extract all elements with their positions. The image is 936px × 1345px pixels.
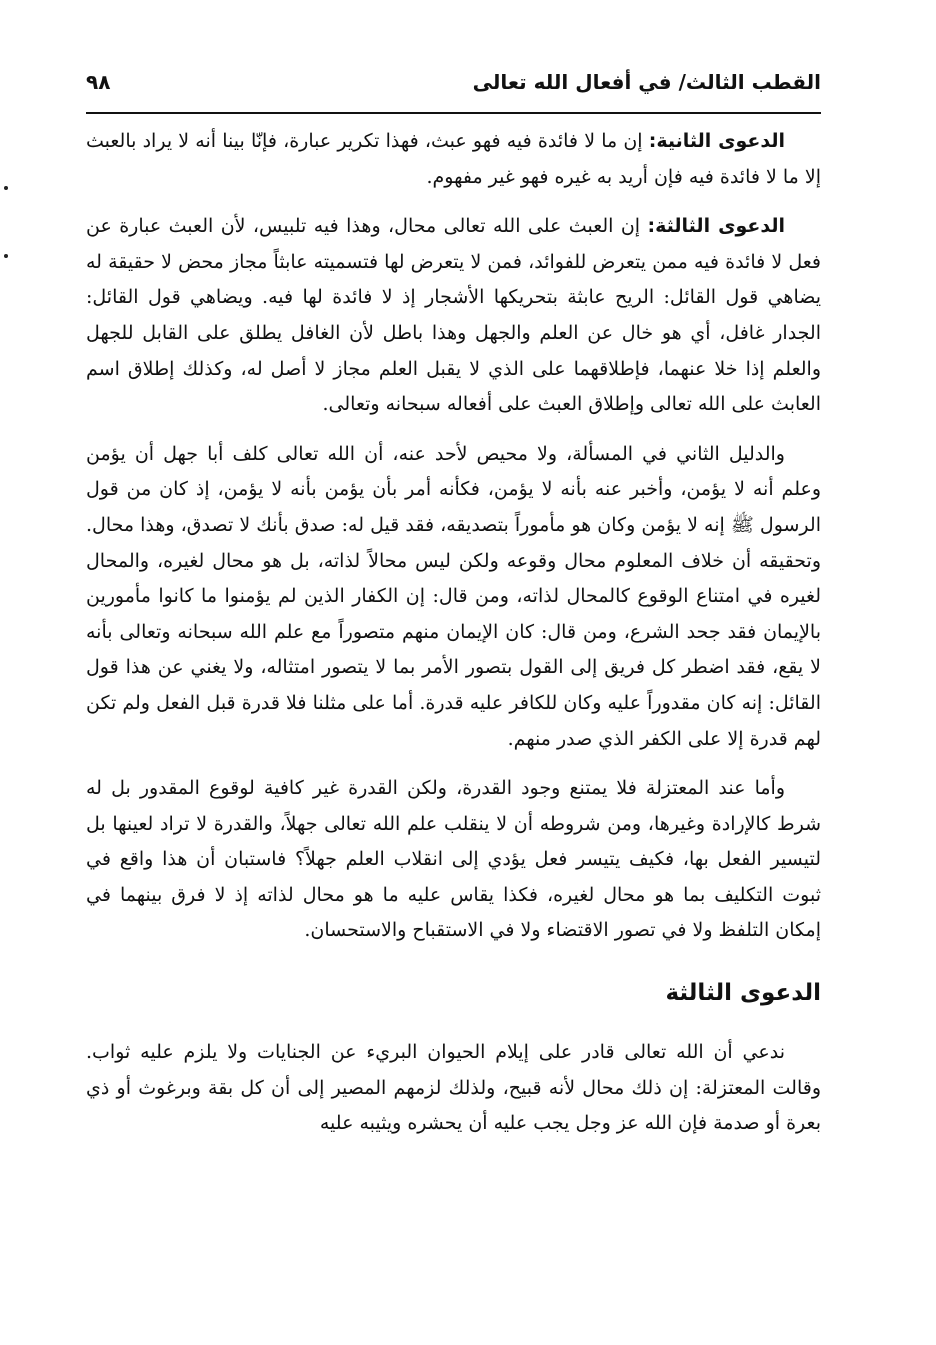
section-heading: الدعوى الثالثة [665,980,821,1007]
paragraph-text: ندعي أن الله تعالى قادر على إيلام الحيوان البريء عن الجنايات ولا يلزم عليه ثواب. وقالت المعتزلة: إن ذلك محال لأنه قبيح، ولذلك لزمهم المصير إلى أن كل بقة وبرغوث أو ذي بعرة أو صدمة فإن الله عز وجل يجب عليه أن يحشره ويثيبه عليه [86,1041,821,1135]
paragraph [86,437,821,757]
body-text [86,124,821,1156]
paragraph-text: إن ما لا فائدة فيه فهو عبث، فهذا تكرير عبارة، فإنّا بينا أنه لا يراد بالعبث إلا ما لا فائدة فيه فإن أريد به غيره فهو غير مفهوم. [86,130,821,188]
paragraph-text: إن العبث على الله تعالى محال، وهذا فيه تلبيس، لأن العبث عبارة عن فعل لا فائدة فيه ممن يتعرض للفوائد، فمن لا يتعرض لها فتسميته عابثاً مجاز محض لا حقيقة له يضاهي قول القائل: الريح عابثة بتحريكها الأشجار إذ لا فائدة لها فيه. ويضاهي قول القائل: الجدار غافل، أي هو خال عن العلم والجهل وهذا باطل لأن الغافل يطلق على القابل للجهل والعلم إذا خلا عنهما، فإطلاقهما على الذي لا يقبل العلم مجاز لا أصل له، وكذلك إطلاق اسم العابث على الله تعالى وإطلاق العبث على أفعاله سبحانه وتعالى. [86,215,821,416]
paragraph-text: والدليل الثاني في المسألة، ولا محيص لأحد عنه، أن الله تعالى كلف أبا جهل أن يؤمن وعلم أنه لا يؤمن، وأخبر عنه بأنه لا يؤمن، فكأنه أمر بأن يؤمن بأنه لا يؤمن، إذ كان من قول الرسول ﷺ إنه لا يؤمن وكان هو مأموراً بتصديقه، فقد قيل له: صدق بأنك لا تصدق، وهذا محال. وتحقيقه أن خلاف المعلوم محال وقوعه ولكن ليس محالاً لذاته، بل هو محال لغيره، والمحال لغيره في امتناع الوقوع كالمحال لذاته، ومن قال: إن الكفار الذين لم يؤمنوا ما كانوا مأمورين بالإيمان فقد جحد الشرع، ومن قال: كان الإيمان منهم متصوراً مع علم الله سبحانه وتعالى بأنه لا يقع، فقد اضطر كل فريق إلى القول بتصور الأمر بما لا يتصور امتثاله، ولا يغني عن هذا قول القائل: إنه كان مقدوراً عليه وكان للكافر عليه قدرة. أما على مثلنا فلا قدرة قبل الفعل ولم تكن لهم قدرة إلا على الكفر الذي صدر منهم. [86,442,821,750]
running-title: القطب الثالث/ في أفعال الله تعالى [472,70,821,94]
paragraph [86,771,821,949]
paragraph-text: وأما عند المعتزلة فلا يمتنع وجود القدرة، ولكن القدرة غير كافية لوقوع المقدور بل له شرط كالإرادة وغيرها، ومن شروطه أن لا ينقلب علم الله تعالى جهلاً، والقدرة لا تراد لعينها بل لتيسير الفعل بها، فكيف يتيسر فعل يؤدي إلى انقلاب العلم جهلاً؟ فاستبان أن هذا واقع في ثبوت التكليف بما هو محال لغيره، فكذا يقاس عليه ما هو محال لذاته إذ لا فرق بينهما في إمكان التلفظ ولا في تصور الاقتضاء ولا في الاستقباح والاستحسان. [86,777,821,942]
page-header [86,62,821,102]
page-number: ٩٨ [86,70,111,94]
margin-dot [4,186,8,190]
margin-dot [4,254,8,258]
paragraph [86,209,821,423]
paragraph [86,1035,821,1142]
paragraph-lead: الدعوى الثانية: [648,130,785,152]
header-rule [86,112,821,114]
paragraph-lead: الدعوى الثالثة: [647,215,786,238]
paragraph [86,124,821,195]
